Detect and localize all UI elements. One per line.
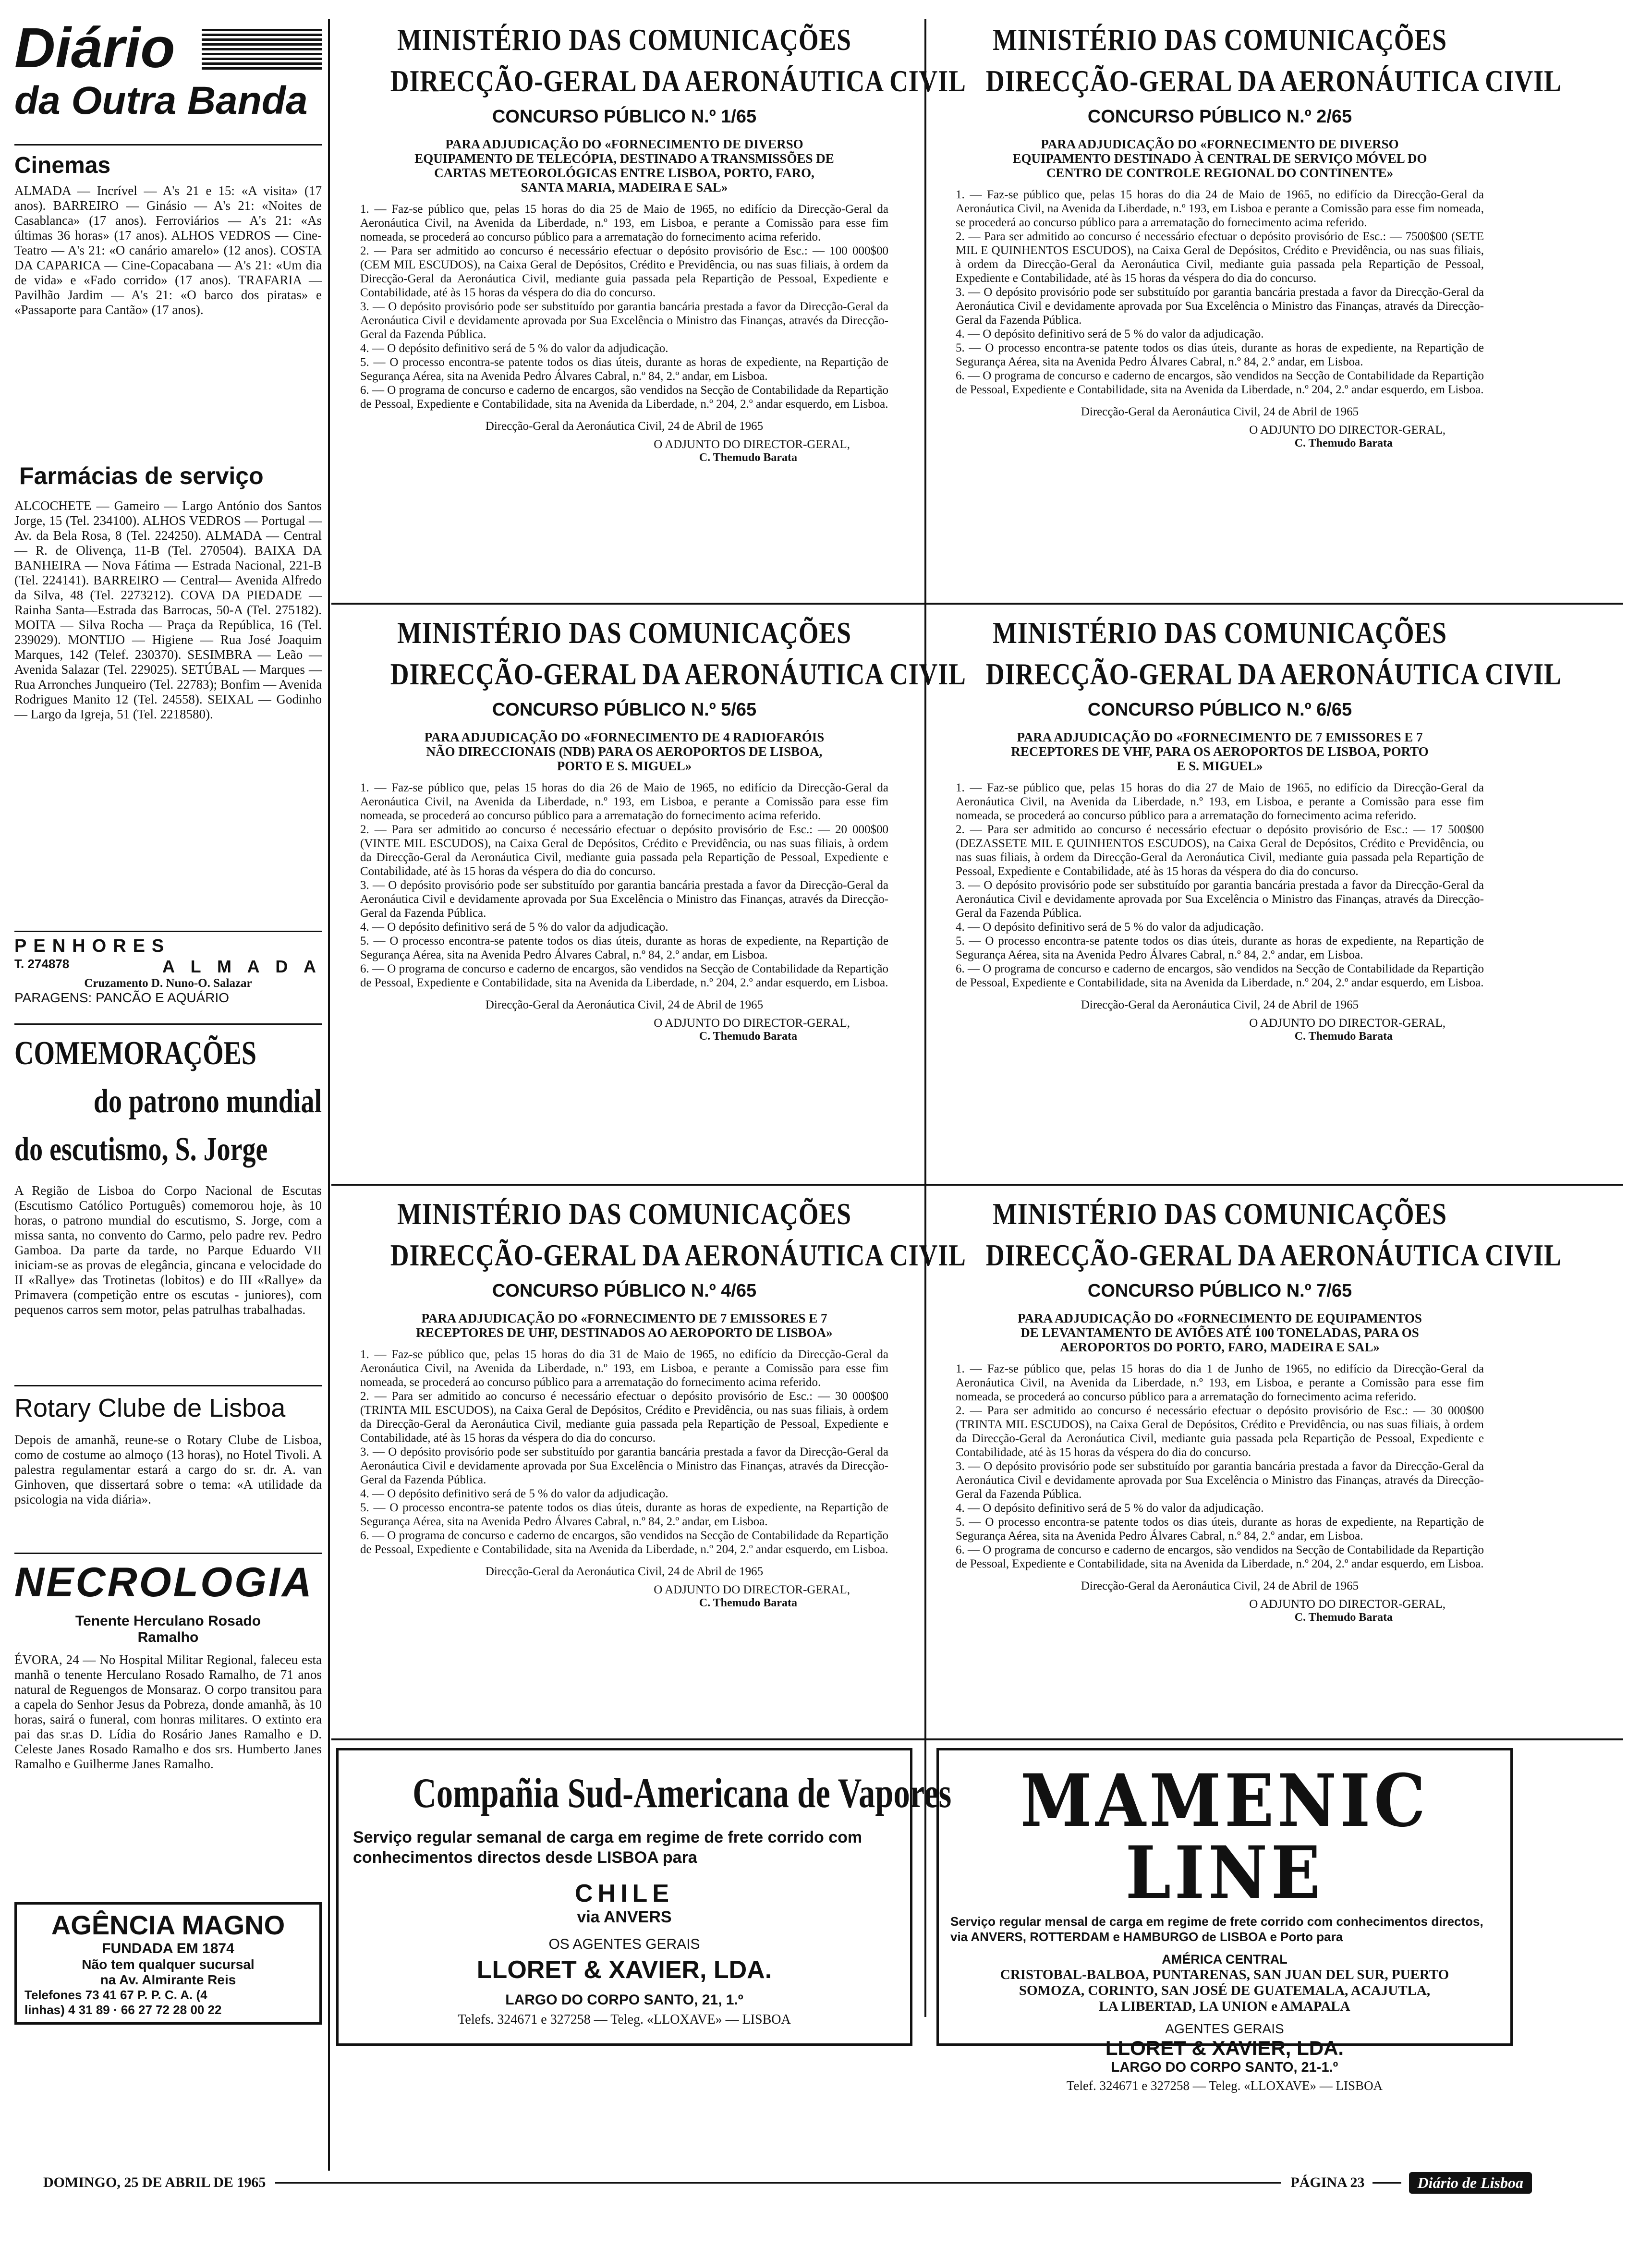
ad-compania-addr: LARGO DO CORPO SANTO, 21, 1.º [505, 1992, 743, 2008]
notice-subject: PARA ADJUDICAÇÃO DO «FORNECIMENTO DE 7 EMISSORES E 7 RECEPTORES DE UHF, DESTINADOS AO AEROPORTO DE LISBOA» [416, 1311, 833, 1340]
notice-item-1: 1. — Faz-se público que, pelas 15 horas do dia 26 de Maio de 1965, no edifício da Direcção-Geral da Aeronáutica Civil, na Avenida da Liberdade, n.º 193, em Lisboa, e perante a Comissão para esse fim nomeada, se procederá ao concurso público para a arrematação do fornecimento acima referido. [360, 781, 888, 822]
notice-adjunto: O ADJUNTO DO DIRECTOR-GERAL, [1249, 424, 1446, 437]
notice-item-2: 2. — Para ser admitido ao concurso é necessário efectuar o depósito provisório de Esc.: — 20 000$00 (VINTE MIL ESCUDOS), na Caixa Geral de Depósitos, Crédito e Previdência, ou nas suas filiais, à ordem da Direcção-Geral da Aeronáutica Civil, mediante guia passada pela Repartição de Pessoal, Expediente e Contabilidade, até às 15 horas da véspera do dia do concurso. [360, 823, 888, 878]
notice-item-4: 4. — O depósito definitivo será de 5 % do valor da adjudicação. [360, 921, 668, 934]
notice-item-5: 5. — O processo encontra-se patente todos os dias úteis, durante as horas de expediente, na Repartição de Segurança Aérea, sita na Avenida Pedro Álvares Cabral, n.º 84, 2.º andar, em Lisboa. [956, 1516, 1484, 1542]
comemoracoes-text: A Região de Lisboa do Corpo Nacional de Escutas (Escutismo Católico Português) comemorou hoje, às 10 horas, o patrono mundial do escutismo, S. Jorge, com a missa santa, no convento do Carmo, pelo padre rev. Pedro Gamboa. Da parte da tarde, no Parque Eduardo VII iniciam-se as provas de elegância, gincana e velocidade do II «Rallye» das Trotinetas (lobitos) e do III «Rallye» da Primavera (competição entre os escutas - juniores), com pequenos carros sem motor, pelas patrulhas trabalhadas. [14, 1183, 322, 1317]
notice-item-3: 3. — O depósito provisório pode ser substituído por garantia bancária prestada a favor da Direcção-Geral da Aeronáutica Civil e devidamente aprovada por Sua Excelência o Ministro das Finanças, através da Direcção-Geral da Fazenda Pública. [360, 1445, 888, 1486]
notice-ministry: MINISTÉRIO DAS COMUNICAÇÕES [397, 23, 851, 57]
agencia-line-2: na Av. Almirante Reis [100, 1972, 236, 1987]
notice-date: Direcção-Geral da Aeronáutica Civil, 24 de Abril de 1965 [1081, 1579, 1359, 1592]
notice-date: Direcção-Geral da Aeronáutica Civil, 24 de Abril de 1965 [1081, 405, 1359, 418]
notice-2-65 [941, 19, 1562, 450]
agencia-line-1: Não tem qualquer sucursal [82, 1957, 255, 1972]
notice-direccao: DIRECÇÃO-GERAL DA AERONÁUTICA CIVIL [390, 64, 966, 98]
notice-item-1: 1. — Faz-se público que, pelas 15 horas do dia 25 de Maio de 1965, no edifício da Direcção-Geral da Aeronáutica Civil, na Avenida da Liberdade, n.º 193, em Lisboa, e perante a Comissão para esse fim nomeada, se procederá ao concurso público para a arrematação do fornecimento acima referido. [360, 203, 888, 243]
agencia-box [14, 1902, 322, 2025]
notice-item-4: 4. — O depósito definitivo será de 5 % do valor da adjudicação. [360, 1487, 668, 1500]
notice-ministry: MINISTÉRIO DAS COMUNICAÇÕES [993, 1197, 1447, 1231]
notice-subject: PARA ADJUDICAÇÃO DO «FORNECIMENTO DE EQUIPAMENTOS DE LEVANTAMENTO DE AVIÕES ATÉ 100 TONELADAS, PARA OS AEROPORTOS DO PORTO, FARO, MADEIRA E SAL» [1018, 1311, 1422, 1354]
notice-item-3: 3. — O depósito provisório pode ser substituído por garantia bancária prestada a favor da Direcção-Geral da Aeronáutica Civil e devidamente aprovada por Sua Excelência o Ministro das Finanças, através da Direcção-Geral da Fazenda Pública. [956, 286, 1484, 327]
notice-1-65 [346, 19, 966, 464]
notice-item-6: 6. — O programa de concurso e caderno de encargos, são vendidos na Secção de Contabilidade da Repartição de Pessoal, Expediente e Contabilidade, sita na Avenida da Liberdade, n.º 204, 2.º andar esquerdo, em Lisboa. [956, 369, 1484, 396]
necrologia-text: ÉVORA, 24 — No Hospital Militar Regional, faleceu esta manhã o tenente Herculano Rosado Ramalho, de 71 anos natural de Reguengos de Monsaraz. O corpo transitou para a capela do Senhor Jesus da Pobreza, donde amanhã, às 10 horas, sairá o funeral, com honras militares. O extinto era pai das sr.as D. Lídia do Rosário Janes Ramalho e D. Celeste Janes Rosado Ramalho e dos srs. Humberto Janes Ramalho e Guilherme Janes Ramalho. [14, 1652, 322, 1771]
notice-date: Direcção-Geral da Aeronáutica Civil, 24 de Abril de 1965 [485, 420, 764, 433]
ad-compania-via: via ANVERS [577, 1908, 672, 1926]
agencia-fundada: FUNDADA EM 1874 [102, 1941, 234, 1956]
ad-compania-tel: Telefs. 324671 e 327258 — Teleg. «LLOXAVE» — LISBOA [458, 2012, 791, 2027]
notice-item-3: 3. — O depósito provisório pode ser substituído por garantia bancária prestada a favor da Direcção-Geral da Aeronáutica Civil e devidamente aprovada por Sua Excelência o Ministro das Finanças, através da Direcção-Geral da Fazenda Pública. [360, 879, 888, 920]
notice-item-1: 1. — Faz-se público que, pelas 15 horas do dia 31 de Maio de 1965, no edifício da Direcção-Geral da Aeronáutica Civil, na Avenida da Liberdade, n.º 193, em Lisboa, e perante a Comissão para esse fim nomeada, se procederá ao concurso público para a arrematação do fornecimento acima referido. [360, 1348, 888, 1389]
necrologia-sub1: Tenente Herculano Rosado [75, 1613, 261, 1629]
notice-ministry: MINISTÉRIO DAS COMUNICAÇÕES [397, 1197, 851, 1231]
notice-item-6: 6. — O programa de concurso e caderno de encargos, são vendidos na Secção de Contabilidade da Repartição de Pessoal, Expediente e Contabilidade, sita na Avenida da Liberdade, n.º 204, 2.º andar esquerdo, em Lisboa. [956, 962, 1484, 989]
notice-items [941, 781, 1498, 990]
notice-items [941, 1362, 1498, 1571]
notice-item-3: 3. — O depósito provisório pode ser substituído por garantia bancária prestada a favor da Direcção-Geral da Aeronáutica Civil e devidamente aprovada por Sua Excelência o Ministro das Finanças, através da Direcção-Geral da Fazenda Pública. [360, 300, 888, 341]
ad-compania-title: Compañia Sud-Americana de Vapores [413, 1770, 952, 1817]
notice-items [941, 188, 1498, 397]
notice-item-2: 2. — Para ser admitido ao concurso é necessário efectuar o depósito provisório de Esc.: — 30 000$00 (TRINTA MIL ESCUDOS), na Caixa Geral de Depósitos, Crédito e Previdência, ou nas suas filiais, à ordem da Direcção-Geral da Aeronáutica Civil, mediante guia passada pela Repartição de Pessoal, Expediente e Contabilidade, até às 15 horas da véspera do dia do concurso. [956, 1404, 1484, 1459]
agencia-line-3: Telefones 73 41 67 P. P. C. A. (4 [24, 1988, 207, 2002]
notice-concurso: CONCURSO PÚBLICO N.º 6/65 [1087, 700, 1352, 720]
notice-item-6: 6. — O programa de concurso e caderno de encargos, são vendidos na Secção de Contabilidade da Repartição de Pessoal, Expediente e Contabilidade, sita na Avenida da Liberdade, n.º 204, 2.º andar esquerdo, em Lisboa. [956, 1543, 1484, 1570]
notice-item-5: 5. — O processo encontra-se patente todos os dias úteis, durante as horas de expediente, na Repartição de Segurança Aérea, sita na Avenida Pedro Álvares Cabral, n.º 84, 2.º andar, em Lisboa. [956, 935, 1484, 961]
notice-signer: C. Themudo Barata [1294, 1030, 1393, 1043]
notice-subject: PARA ADJUDICAÇÃO DO «FORNECIMENTO DE DIVERSO EQUIPAMENTO DESTINADO À CENTRAL DE SERVIÇO MÓVEL DO CENTRO DE CONTROLE REGIONAL DO CONTINENTE» [1012, 137, 1427, 180]
masthead-title-2: da Outra Banda [14, 79, 308, 122]
footer-date: DOMINGO, 25 DE ABRIL DE 1965 [43, 2174, 266, 2190]
ad-mamenic-dest-1: AMÉRICA CENTRAL [1162, 1952, 1288, 1967]
notice-signer: C. Themudo Barata [699, 1030, 797, 1043]
footer-logo: Diário de Lisboa [1409, 2172, 1532, 2194]
notice-item-2: 2. — Para ser admitido ao concurso é necessário efectuar o depósito provisório de Esc.: — 7500$00 (SETE MIL E QUINHENTOS ESCUDOS), na Caixa Geral de Depósitos, Crédito e Previdência, ou nas suas filiais, à ordem da Direcção-Geral da Aeronáutica Civil, mediante guia passada pela Repartição de Pessoal, Expediente e Contabilidade, até às 15 horas da véspera do dia do concurso. [956, 230, 1484, 285]
divider [14, 1385, 322, 1386]
notice-6-65 [941, 612, 1562, 1043]
ad-mamenic-desc: Serviço regular mensal de carga em regime de frete corrido com conhecimentos directos, via ANVERS, ROTTERDAM e HAMBURGO de LISBOA e Porto para [950, 1914, 1483, 1944]
penhores-line [14, 957, 322, 977]
notice-item-2: 2. — Para ser admitido ao concurso é necessário efectuar o depósito provisório de Esc.: — 17 500$00 (DEZASSETE MIL E QUINHENTOS ESCUDOS), na Caixa Geral de Depósitos, Crédito e Previdência, ou nas suas filiais, à ordem da Direcção-Geral da Aeronáutica Civil, mediante guia passada pela Repartição de Pessoal, Expediente e Contabilidade, até às 15 horas da véspera do dia do concurso. [956, 823, 1484, 878]
notice-item-2: 2. — Para ser admitido ao concurso é necessário efectuar o depósito provisório de Esc.: — 100 000$00 (CEM MIL ESCUDOS), na Caixa Geral de Depósitos, Crédito e Previdência, ou nas suas filiais, à ordem da Direcção-Geral da Aeronáutica Civil, mediante guia passada pela Repartição de Pessoal, Expediente e Contabilidade, até às 15 horas da véspera do dia do concurso. [360, 244, 888, 299]
notice-item-5: 5. — O processo encontra-se patente todos os dias úteis, durante as horas de expediente, na Repartição de Segurança Aérea, sita na Avenida Pedro Álvares Cabral, n.º 84, 2.º andar, em Lisboa. [956, 341, 1484, 368]
notice-item-4: 4. — O depósito definitivo será de 5 % do valor da adjudicação. [956, 1502, 1264, 1515]
agencia-line-4: linhas) 4 31 89 · 66 27 72 28 00 22 [24, 2003, 222, 2017]
ad-mamenic-agentes: AGENTES GERAIS [1165, 2021, 1284, 2036]
notice-item-4: 4. — O depósito definitivo será de 5 % do valor da adjudicação. [360, 342, 668, 355]
notice-item-1: 1. — Faz-se público que, pelas 15 horas do dia 27 de Maio de 1965, no edifício da Direcção-Geral da Aeronáutica Civil, na Avenida da Liberdade, n.º 193, em Lisboa, e perante a Comissão para esse fim nomeada, se procederá ao concurso público para a arrematação do fornecimento acima referido. [956, 781, 1484, 822]
ad-compania-desc: Serviço regular semanal de carga em regime de frete corrido com conhecimentos directos desde LISBOA para [353, 1828, 862, 1867]
ad-compania [336, 1748, 952, 2046]
notice-subject: PARA ADJUDICAÇÃO DO «FORNECIMENTO DE DIVERSO EQUIPAMENTO DE TELECÓPIA, DESTINADO A TRANSMISSÕES DE CARTAS METEOROLÓGICAS ENTRE LISBOA, PORTO, FARO, SANTA MARIA, MADEIRA E SAL» [414, 137, 834, 194]
footer-page: PÁGINA 23 [1290, 2174, 1365, 2190]
necrologia-sub2: Ramalho [137, 1629, 199, 1645]
notice-adjunto: O ADJUNTO DO DIRECTOR-GERAL, [654, 438, 850, 451]
notice-concurso: CONCURSO PÚBLICO N.º 1/65 [492, 107, 757, 127]
masthead-title-1: Diário [14, 16, 175, 80]
footer-rule [1373, 2182, 1401, 2184]
penhores-box [14, 932, 322, 1023]
notice-ministry: MINISTÉRIO DAS COMUNICAÇÕES [993, 23, 1447, 57]
notice-item-5: 5. — O processo encontra-se patente todos os dias úteis, durante as horas de expediente, na Repartição de Segurança Aérea, sita na Avenida Pedro Álvares Cabral, n.º 84, 2.º andar, em Lisboa. [360, 935, 888, 961]
notice-7-65 [941, 1193, 1562, 1624]
penhores-address: Cruzamento D. Nuno-O. Salazar [84, 977, 252, 990]
column-rule [328, 19, 330, 2171]
ad-mamenic [936, 1748, 1513, 2093]
notice-signer: C. Themudo Barata [1294, 437, 1393, 449]
masthead [14, 16, 322, 144]
ad-mamenic-title: MAMENIC LINE [1020, 1759, 1429, 1915]
notice-concurso: CONCURSO PÚBLICO N.º 7/65 [1087, 1281, 1352, 1301]
farmacias-heading: Farmácias de serviço [19, 462, 264, 489]
ad-mamenic-tel: Telef. 324671 e 327258 — Teleg. «LLOXAVE» — LISBOA [1066, 2078, 1383, 2093]
notice-date: Direcção-Geral da Aeronáutica Civil, 24 de Abril de 1965 [485, 1565, 764, 1578]
ad-compania-company: LLORET & XAVIER, LDA. [476, 1956, 772, 1984]
notice-direccao: DIRECÇÃO-GERAL DA AERONÁUTICA CIVIL [390, 1238, 966, 1272]
notice-direccao: DIRECÇÃO-GERAL DA AERONÁUTICA CIVIL [985, 657, 1562, 691]
notice-items [346, 1348, 903, 1556]
masthead-stripes [202, 29, 322, 72]
ad-mamenic-dest-3: SOMOZA, CORINTO, SAN JOSÉ DE GUATEMALA, ACAJUTLA, [1019, 1983, 1431, 1998]
notice-rule [331, 1738, 1623, 1740]
notice-item-1: 1. — Faz-se público que, pelas 15 horas do dia 24 de Maio de 1965, no edifício da Direcção-Geral da Aeronáutica Civil, na Avenida da Liberdade, n.º 193, em Lisboa e perante a Comissão para esse fim nomeada, se procederá ao concurso público para a arrematação do fornecimento acima referido. [956, 188, 1484, 229]
footer-rule [275, 2182, 1281, 2184]
footer [43, 2168, 1532, 2197]
notice-signer: C. Themudo Barata [699, 1597, 797, 1609]
notice-item-3: 3. — O depósito provisório pode ser substituído por garantia bancária prestada a favor da Direcção-Geral da Aeronáutica Civil e devidamente aprovada por Sua Excelência o Ministro das Finanças, através da Direcção-Geral da Fazenda Pública. [956, 879, 1484, 920]
notice-direccao: DIRECÇÃO-GERAL DA AERONÁUTICA CIVIL [390, 657, 966, 691]
notice-item-6: 6. — O programa de concurso e caderno de encargos, são vendidos na Secção de Contabilidade da Repartição de Pessoal, Expediente e Contabilidade, sita na Avenida da Liberdade, n.º 204, 2.º andar esquerdo, em Lisboa. [360, 1529, 888, 1556]
notice-item-5: 5. — O processo encontra-se patente todos os dias úteis, durante as horas de expediente, na Repartição de Segurança Aérea, sita na Avenida Pedro Álvares Cabral, n.º 84, 2.º andar, em Lisboa. [360, 1501, 888, 1528]
notice-concurso: CONCURSO PÚBLICO N.º 5/65 [492, 700, 757, 720]
notice-direccao: DIRECÇÃO-GERAL DA AERONÁUTICA CIVIL [985, 1238, 1562, 1272]
comemoracoes-h3: do escutismo, S. Jorge [14, 1131, 268, 1168]
ad-compania-dest: CHILE [575, 1880, 674, 1907]
notice-items [346, 781, 903, 990]
notice-adjunto: O ADJUNTO DO DIRECTOR-GERAL, [1249, 1598, 1446, 1611]
rotary-heading: Rotary Clube de Lisboa [14, 1394, 286, 1422]
notice-items [346, 202, 903, 411]
divider [14, 144, 322, 146]
notice-signer: C. Themudo Barata [699, 451, 797, 464]
notice-rule [331, 1184, 1623, 1186]
notice-adjunto: O ADJUNTO DO DIRECTOR-GERAL, [654, 1583, 850, 1596]
column-rule [924, 19, 926, 2017]
comemoracoes-h1: COMEMORAÇÕES [14, 1035, 256, 1072]
penhores-city: A L M A D A [162, 957, 322, 976]
left-column [14, 16, 322, 2025]
notice-adjunto: O ADJUNTO DO DIRECTOR-GERAL, [654, 1017, 850, 1030]
notice-item-6: 6. — O programa de concurso e caderno de encargos, são vendidos na Secção de Contabilidade da Repartição de Pessoal, Expediente e Contabilidade, sita na Avenida da Liberdade, n.º 204, 2.º andar esquerdo, em Lisboa. [360, 962, 888, 989]
notice-item-3: 3. — O depósito provisório pode ser substituído por garantia bancária prestada a favor da Direcção-Geral da Aeronáutica Civil e devidamente aprovada por Sua Excelência o Ministro das Finanças, através da Direcção-Geral da Fazenda Pública. [956, 1460, 1484, 1501]
agencia-name: AGÊNCIA MAGNO [51, 1910, 285, 1940]
notice-date: Direcção-Geral da Aeronáutica Civil, 24 de Abril de 1965 [1081, 998, 1359, 1011]
ad-mamenic-dest-4: LA LIBERTAD, LA UNION e AMAPALA [1099, 1999, 1350, 2014]
notice-5-65 [346, 612, 966, 1043]
penhores-paragens: PARAGENS: PANCÃO E AQUÁRIO [14, 990, 230, 1005]
notice-direccao: DIRECÇÃO-GERAL DA AERONÁUTICA CIVIL [985, 64, 1562, 98]
notice-item-4: 4. — O depósito definitivo será de 5 % do valor da adjudicação. [956, 328, 1264, 340]
ad-mamenic-dest-2: CRISTOBAL-BALBOA, PUNTARENAS, SAN JUAN DEL SUR, PUERTO [1000, 1967, 1449, 1982]
notice-concurso: CONCURSO PÚBLICO N.º 2/65 [1087, 107, 1352, 127]
notice-subject: PARA ADJUDICAÇÃO DO «FORNECIMENTO DE 7 EMISSORES E 7 RECEPTORES DE VHF, PARA OS AEROPORTOS DE LISBOA, PORTO E S. MIGUEL» [1011, 730, 1429, 773]
penhores-tel: T. 274878 [14, 957, 70, 971]
notice-item-6: 6. — O programa de concurso e caderno de encargos, são vendidos na Secção de Contabilidade da Repartição de Pessoal, Expediente e Contabilidade, sita na Avenida da Liberdade, n.º 204, 2.º andar esquerdo, em Lisboa. [360, 384, 888, 411]
penhores-heading: PENHORES [14, 936, 171, 956]
comemoracoes-h2: do patrono mundial [93, 1083, 322, 1120]
notice-concurso: CONCURSO PÚBLICO N.º 4/65 [492, 1281, 757, 1301]
cinemas-text: ALMADA — Incrível — A's 21 e 15: «A visita» (17 anos). BARREIRO — Ginásio — A's 21: «Noites de Casablanca» (17 anos). Ferroviários — A's 21: «As últimas 36 horas» (17 anos). ALHOS VEDROS — Cine-Teatro — A's 21: «O canário amarelo» (12 anos). COSTA DA CAPARICA — Cine-Copacabana — A's 21: «Um dia de vida» e «Fado corrido» (17 anos). TRAFARIA — Pavilhão Jardim — A's 21: «O barco dos piratas» e «Passaporte para Cantão» (17 anos). [14, 183, 322, 317]
ad-compania-agentes: OS AGENTES GERAIS [548, 1936, 700, 1952]
rotary-text: Depois de amanhã, reune-se o Rotary Clube de Lisboa, como de costume ao almoço (13 horas), no Hotel Tivoli. A palestra regulamentar estará a cargo do sr. dr. A. van Ginhoven, que dissertará sobre o tema: «A utilidade da psicologia na vida diária». [14, 1433, 322, 1506]
divider [14, 1553, 322, 1554]
notice-date: Direcção-Geral da Aeronáutica Civil, 24 de Abril de 1965 [485, 998, 764, 1011]
notice-4-65 [346, 1193, 966, 1610]
ad-mamenic-addr: LARGO DO CORPO SANTO, 21-1.º [1111, 2060, 1338, 2075]
notice-item-4: 4. — O depósito definitivo será de 5 % do valor da adjudicação. [956, 921, 1264, 934]
notice-ministry: MINISTÉRIO DAS COMUNICAÇÕES [397, 616, 851, 650]
notice-item-2: 2. — Para ser admitido ao concurso é necessário efectuar o depósito provisório de Esc.: — 30 000$00 (TRINTA MIL ESCUDOS), na Caixa Geral de Depósitos, Crédito e Previdência, ou nas suas filiais, à ordem da Direcção-Geral da Aeronáutica Civil, mediante guia passada pela Repartição de Pessoal, Expediente e Contabilidade, até às 15 horas da véspera do dia do concurso. [360, 1390, 888, 1445]
notice-signer: C. Themudo Barata [1294, 1611, 1393, 1624]
necrologia-heading: NECROLOGIA [14, 1559, 314, 1605]
notice-ministry: MINISTÉRIO DAS COMUNICAÇÕES [993, 616, 1447, 650]
notice-rule [331, 603, 1623, 605]
divider [14, 1023, 322, 1025]
ad-mamenic-company: LLORET & XAVIER, LDA. [1105, 2037, 1344, 2059]
notice-item-1: 1. — Faz-se público que, pelas 15 horas do dia 1 de Junho de 1965, no edifício da Direcção-Geral da Aeronáutica Civil, na Avenida da Liberdade, n.º 193, em Lisboa, e perante a Comissão para esse fim nomeada, se procederá ao concurso público para a arrematação do fornecimento acima referido. [956, 1362, 1484, 1403]
notice-item-5: 5. — O processo encontra-se patente todos os dias úteis, durante as horas de expediente, na Repartição de Segurança Aérea, sita na Avenida Pedro Álvares Cabral, n.º 84, 2.º andar, em Lisboa. [360, 356, 888, 383]
cinemas-heading: Cinemas [14, 153, 111, 178]
notice-adjunto: O ADJUNTO DO DIRECTOR-GERAL, [1249, 1017, 1446, 1030]
notice-subject: PARA ADJUDICAÇÃO DO «FORNECIMENTO DE 4 RADIOFARÓIS NÃO DIRECCIONAIS (NDB) PARA OS AEROPORTOS DE LISBOA, PORTO E S. MIGUEL» [424, 730, 825, 773]
farmacias-text: ALCOCHETE — Gameiro — Largo António dos Santos Jorge, 15 (Tel. 234100). ALHOS VEDROS — Portugal — Av. da Bela Rosa, 8 (Tel. 224250). ALMADA — Central — R. de Olivença, 11-B (Tel. 270504). BAIXA DA BANHEIRA — Nova Fátima — Estrada Nacional, 221-B (Tel. 224141). BARREIRO — Central— Avenida Alfredo da Silva, 48 (Tel. 2273212). COVA DA PIEDADE — Rainha Santa—Estrada das Barrocas, 50-A (Tel. 275182). MOITA — Silva Rocha — Praça da República, 16 (Tel. 239029). MONTIJO — Higiene — Rua José Joaquim Marques, 142 (Telef. 230370). SESIMBRA — Leão — Avenida Salazar (Tel. 229025). SETÚBAL — Marques — Rua Arronches Junqueiro (Tel. 22783); Bonfim — Avenida Rodrigues Manito 12 (Tel. 24558). SEIXAL — Godinho — Largo da Igreja, 51 (Tel. 2218580). [14, 498, 322, 721]
